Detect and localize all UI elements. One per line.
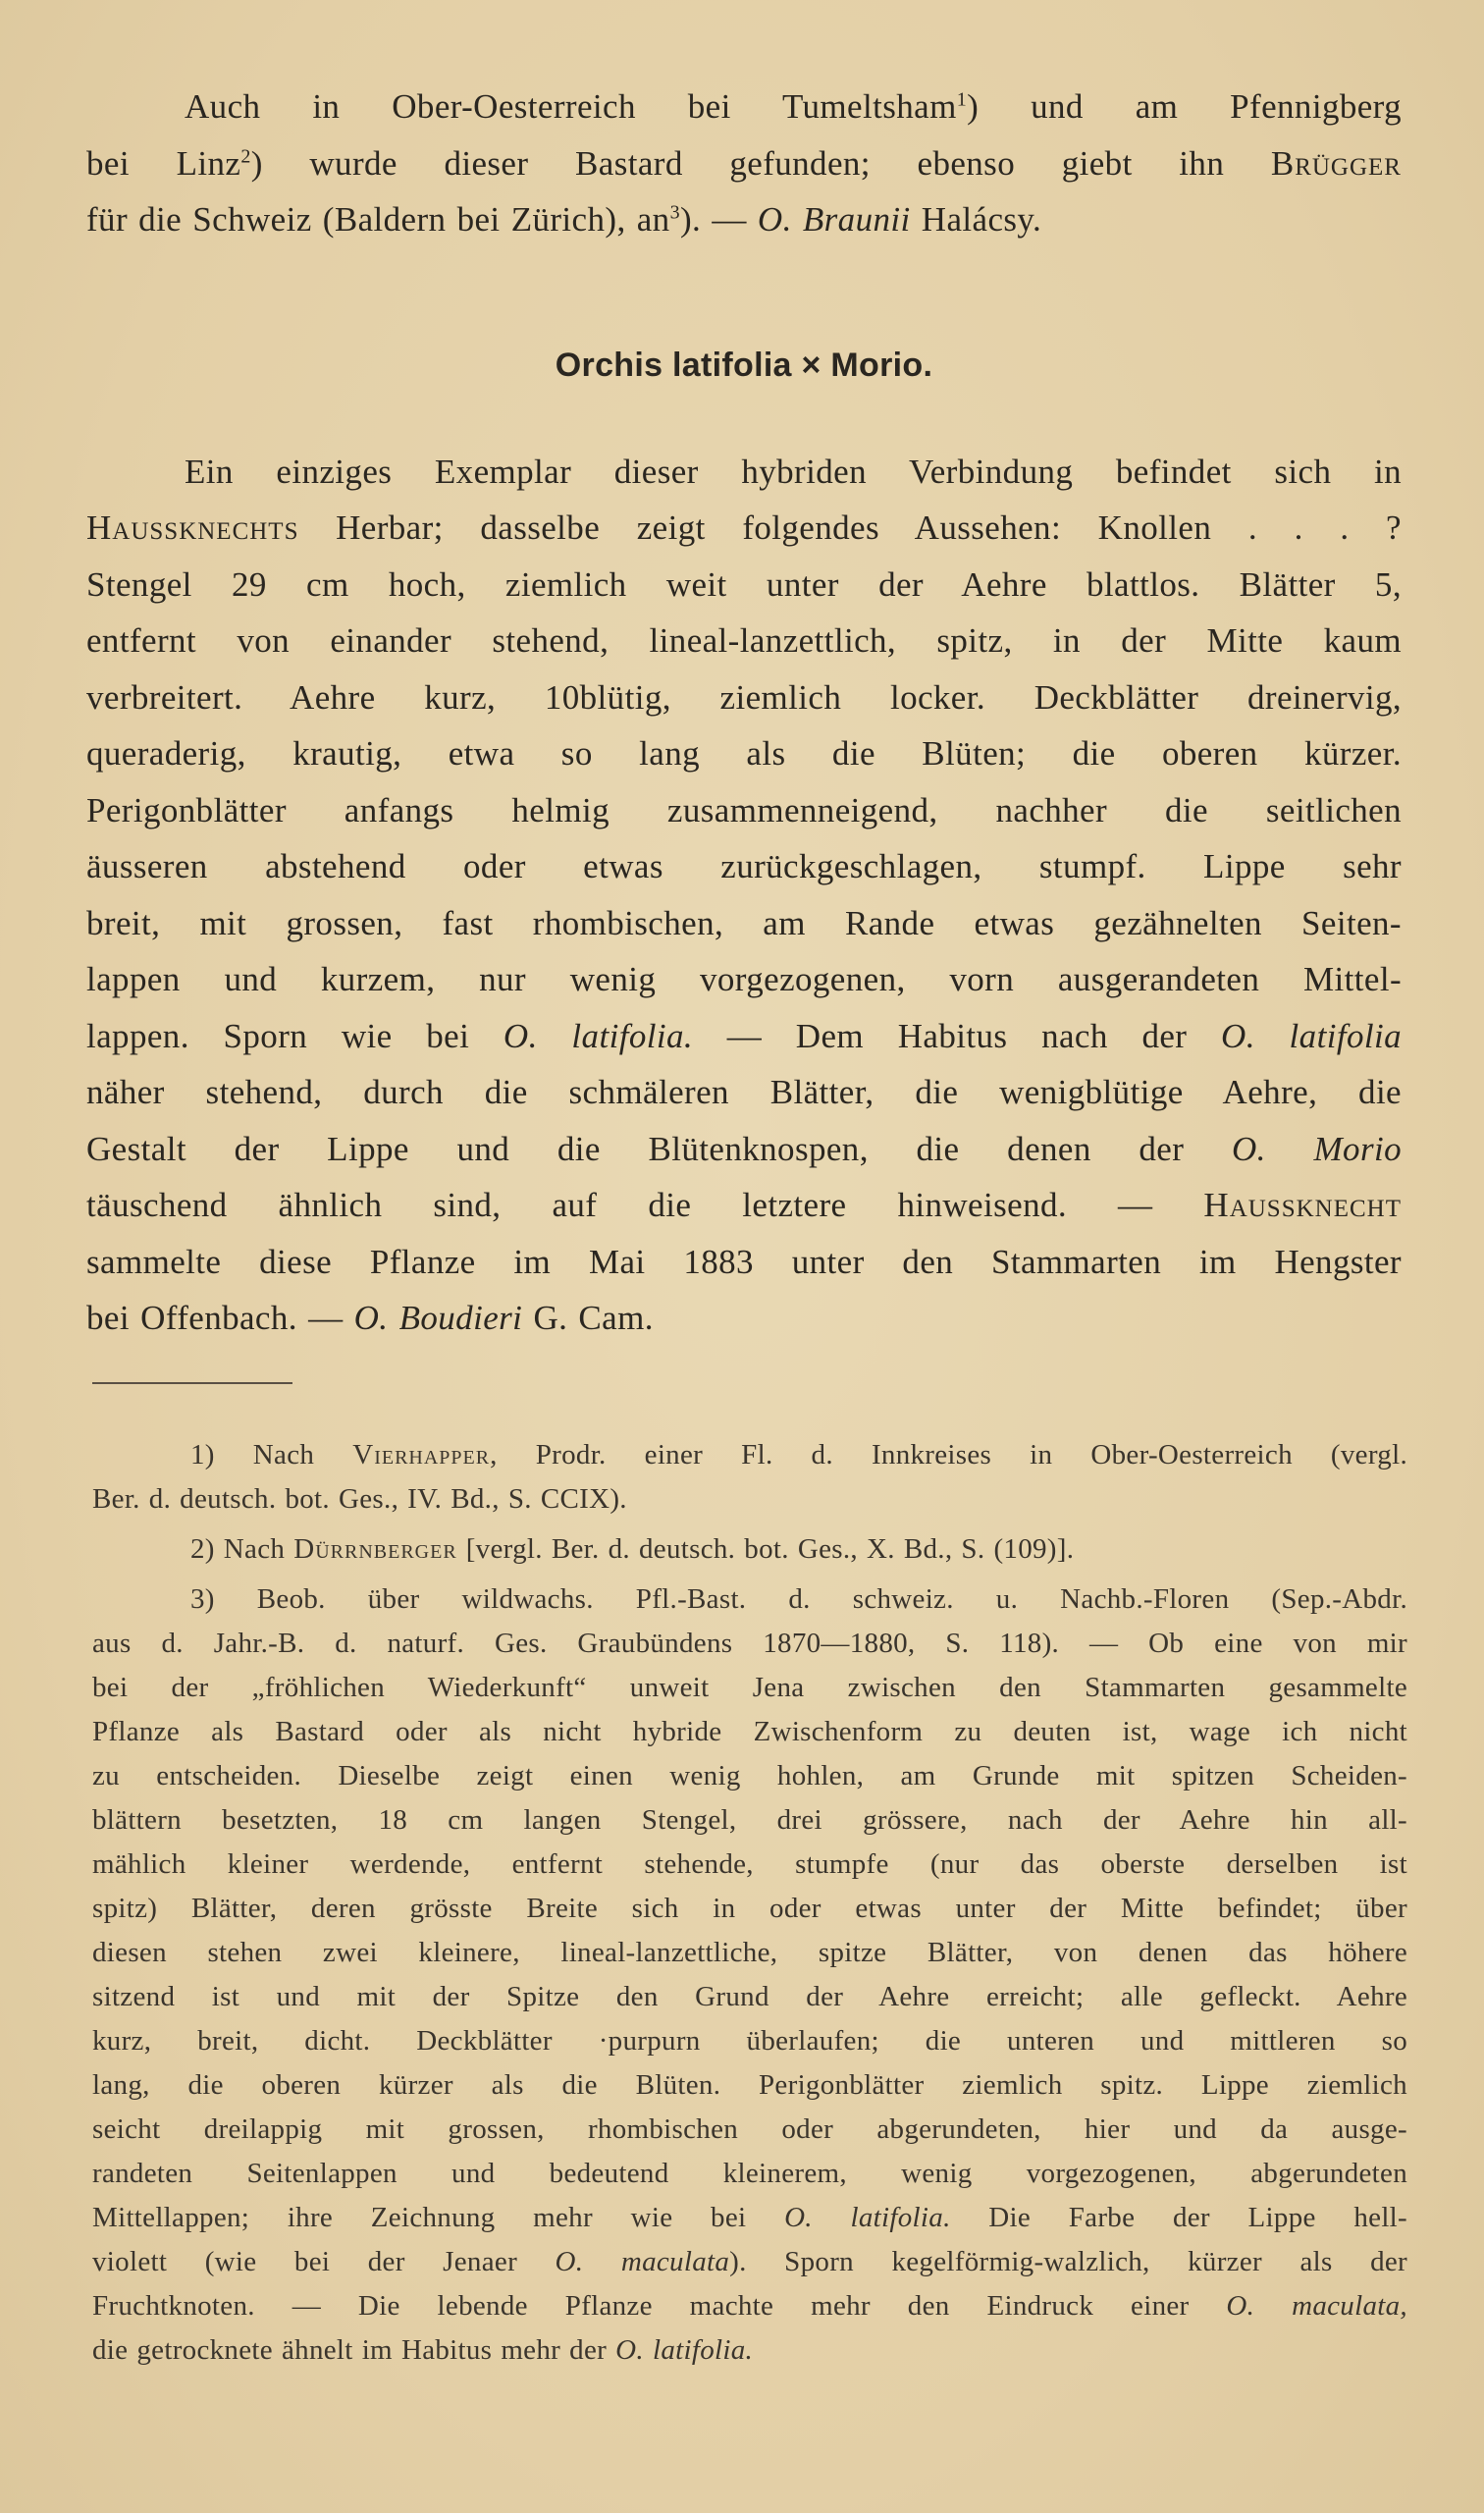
text-line: näher stehend, durch die schmäleren Blätter, die wenigblütige Aehre, die bbox=[86, 1073, 1402, 1111]
text-run: lappen. Sporn wie bei bbox=[86, 1016, 504, 1055]
text-line bbox=[86, 1290, 1402, 1347]
text-line: diesen stehen zwei kleinere, lineal-lanzettliche, spitze Blätter, von denen das höhere bbox=[92, 1937, 1407, 1968]
text-run: G. Cam. bbox=[522, 1299, 654, 1337]
taxon-name: O. latifolia. bbox=[784, 2202, 951, 2233]
taxon-name: O. latifolia bbox=[1221, 1016, 1402, 1055]
text-run: Auch in Ober-Oesterreich bei Tumeltsham bbox=[185, 87, 957, 126]
text-run: bei Linz bbox=[86, 143, 241, 183]
text-line: äusseren abstehend oder etwas zurückgeschlagen, stumpf. Lippe sehr bbox=[86, 847, 1402, 885]
text-line: Ein einziges Exemplar dieser hybriden Verbindung befindet sich in bbox=[185, 452, 1402, 491]
text-line: seicht dreilappig mit grossen, rhombischen oder abgerundeten, hier und da ausge- bbox=[92, 2113, 1407, 2145]
text-line: kurz, breit, dicht. Deckblätter ·purpurn überlaufen; die unteren und mittleren so bbox=[92, 2025, 1407, 2057]
text-run: Gestalt der Lippe und die Blütenknospen, die denen der bbox=[86, 1129, 1232, 1168]
text-line bbox=[86, 1177, 1402, 1234]
text-line bbox=[86, 79, 1402, 135]
text-run: [vergl. Ber. d. deutsch. bot. Ges., X. Bd., S. (109)]. bbox=[456, 1533, 1075, 1565]
text-line: randeten Seitenlappen und bedeutend kleinerem, wenig vorgezogenen, abgerundeten bbox=[92, 2158, 1407, 2189]
footnote-2 bbox=[92, 1527, 1407, 1572]
text-line: mählich kleiner werdende, entfernt stehende, stumpfe (nur das oberste derselben ist bbox=[92, 1848, 1407, 1880]
taxon-name: O. maculata bbox=[555, 2246, 730, 2277]
author-name: Dürrnberger bbox=[293, 1533, 457, 1565]
text-run: täuschend ähnlich sind, auf die letztere hinweisend. — bbox=[86, 1186, 1204, 1224]
text-run: — Dem Habitus nach der bbox=[693, 1016, 1222, 1055]
taxon-name: O. latifolia. bbox=[503, 1016, 694, 1055]
text-line bbox=[92, 1527, 1407, 1572]
taxon-name: O. Braunii bbox=[757, 200, 911, 239]
footnote-ref: 3 bbox=[669, 201, 680, 224]
text-run: Mittellappen; ihre Zeichnung mehr wie bei bbox=[92, 2202, 785, 2233]
text-line: Perigonblätter anfangs helmig zusammenneigend, nachher die seitlichen bbox=[86, 790, 1402, 829]
text-line: queraderig, krautig, etwa so lang als die Blüten; die oberen kürzer. bbox=[86, 734, 1402, 773]
text-line: verbreitert. Aehre kurz, 10blütig, ziemlich locker. Deckblätter dreinervig, bbox=[86, 677, 1402, 717]
text-line: lappen und kurzem, nur wenig vorgezogenen, vorn ausgerandeten Mittel- bbox=[86, 960, 1402, 998]
text-line bbox=[86, 135, 1402, 192]
text-run: für die Schweiz (Baldern bei Zürich), an bbox=[86, 200, 670, 239]
text-line: Stengel 29 cm hoch, ziemlich weit unter der Aehre blattlos. Blätter 5, bbox=[86, 564, 1402, 604]
text-line: sitzend ist und mit der Spitze den Grund der Aehre erreicht; alle gefleckt. Aehre bbox=[92, 1981, 1407, 2012]
text-line: Ber. d. deutsch. bot. Ges., IV. Bd., S. CCIX). bbox=[92, 1483, 627, 1515]
text-run: Halácsy. bbox=[910, 200, 1042, 239]
text-line: spitz) Blätter, deren grösste Breite sich in oder etwas unter der Mitte befindet; über bbox=[92, 1893, 1407, 1924]
text-line: lang, die oberen kürzer als die Blüten. Perigonblätter ziemlich spitz. Lippe ziemlich bbox=[92, 2069, 1407, 2101]
text-run: bei Offenbach. — bbox=[86, 1299, 354, 1337]
taxon-name: O. Boudieri bbox=[353, 1299, 523, 1337]
text-line: entfernt von einander stehend, lineal-lanzettlich, spitz, in der Mitte kaum bbox=[86, 621, 1402, 660]
author-name: Haussknecht bbox=[1203, 1186, 1402, 1224]
text-line: breit, mit grossen, fast rhombischen, am Rande etwas gezähnelten Seiten- bbox=[86, 903, 1402, 942]
text-line bbox=[92, 1433, 1407, 1477]
footnote-1 bbox=[92, 1433, 1407, 1522]
text-run: ). Sporn kegelförmig-walzlich, kürzer als der bbox=[729, 2246, 1408, 2277]
text-run: violett (wie bei der Jenaer bbox=[92, 2246, 556, 2277]
text-line: sammelte diese Pflanze im Mai 1883 unter den Stammarten im Hengster bbox=[86, 1242, 1402, 1281]
text-line bbox=[86, 1121, 1402, 1178]
text-run: Herbar; dasselbe zeigt folgendes Aussehen: Knollen . . . ? bbox=[298, 508, 1402, 547]
text-run: 2) Nach bbox=[190, 1533, 294, 1565]
taxon-name: O. maculata, bbox=[1226, 2290, 1407, 2322]
text-line: Pflanze als Bastard oder als nicht hybride Zwischenform zu deuten ist, wage ich nicht bbox=[92, 1716, 1407, 1747]
text-line bbox=[86, 1008, 1402, 1065]
footnote-ref: 2 bbox=[240, 144, 251, 167]
text-run: ) wurde dieser Bastard gefunden; ebenso giebt ihn bbox=[250, 143, 1225, 183]
footnotes bbox=[92, 1433, 1407, 2379]
taxon-name: O. latifolia. bbox=[615, 2334, 754, 2366]
text-run: 1) Nach bbox=[190, 1439, 353, 1470]
text-line bbox=[92, 2240, 1407, 2284]
text-line: aus d. Jahr.-B. d. naturf. Ges. Graubündens 1870—1880, S. 118). — Ob eine von mir bbox=[92, 1628, 1407, 1659]
main-text bbox=[86, 79, 1402, 1347]
footnote-separator bbox=[92, 1382, 292, 1384]
text-line bbox=[92, 2196, 1407, 2240]
paragraph-description bbox=[86, 444, 1402, 1347]
text-line: zu entscheiden. Dieselbe zeigt einen wenig hohlen, am Grunde mit spitzen Scheiden- bbox=[92, 1760, 1407, 1791]
author-name: Brügger bbox=[1270, 143, 1402, 183]
text-run: die getrocknete ähnelt im Habitus mehr der bbox=[92, 2334, 616, 2366]
text-line bbox=[86, 500, 1402, 557]
taxon-name: O. Morio bbox=[1231, 1129, 1402, 1168]
text-run: , Prodr. einer Fl. d. Innkreises in Ober-Oesterreich (vergl. bbox=[490, 1439, 1407, 1470]
text-line bbox=[92, 2328, 1407, 2373]
paragraph-intro bbox=[86, 79, 1402, 248]
footnote-ref: 1 bbox=[956, 88, 968, 111]
text-run: ) und am Pfennigberg bbox=[967, 87, 1402, 126]
section-heading: Orchis latifolia × Morio. bbox=[555, 346, 933, 384]
text-line: 3) Beob. über wildwachs. Pfl.-Bast. d. schweiz. u. Nachb.-Floren (Sep.-Abdr. bbox=[190, 1583, 1407, 1615]
text-run: Die Farbe der Lippe hell- bbox=[950, 2202, 1407, 2233]
text-run: Fruchtknoten. — Die lebende Pflanze machte mehr den Eindruck einer bbox=[92, 2290, 1227, 2322]
text-run: ). — bbox=[680, 200, 758, 239]
text-line: bei der „fröhlichen Wiederkunft“ unweit Jena zwischen den Stammarten gesammelte bbox=[92, 1672, 1407, 1703]
author-name: Haussknechts bbox=[86, 508, 299, 547]
text-line: blättern besetzten, 18 cm langen Stengel, drei grössere, nach der Aehre hin all- bbox=[92, 1804, 1407, 1836]
text-line bbox=[92, 2284, 1407, 2328]
footnote-3 bbox=[92, 1577, 1407, 2373]
text-line bbox=[86, 191, 1402, 248]
author-name: Vierhapper bbox=[352, 1439, 491, 1470]
